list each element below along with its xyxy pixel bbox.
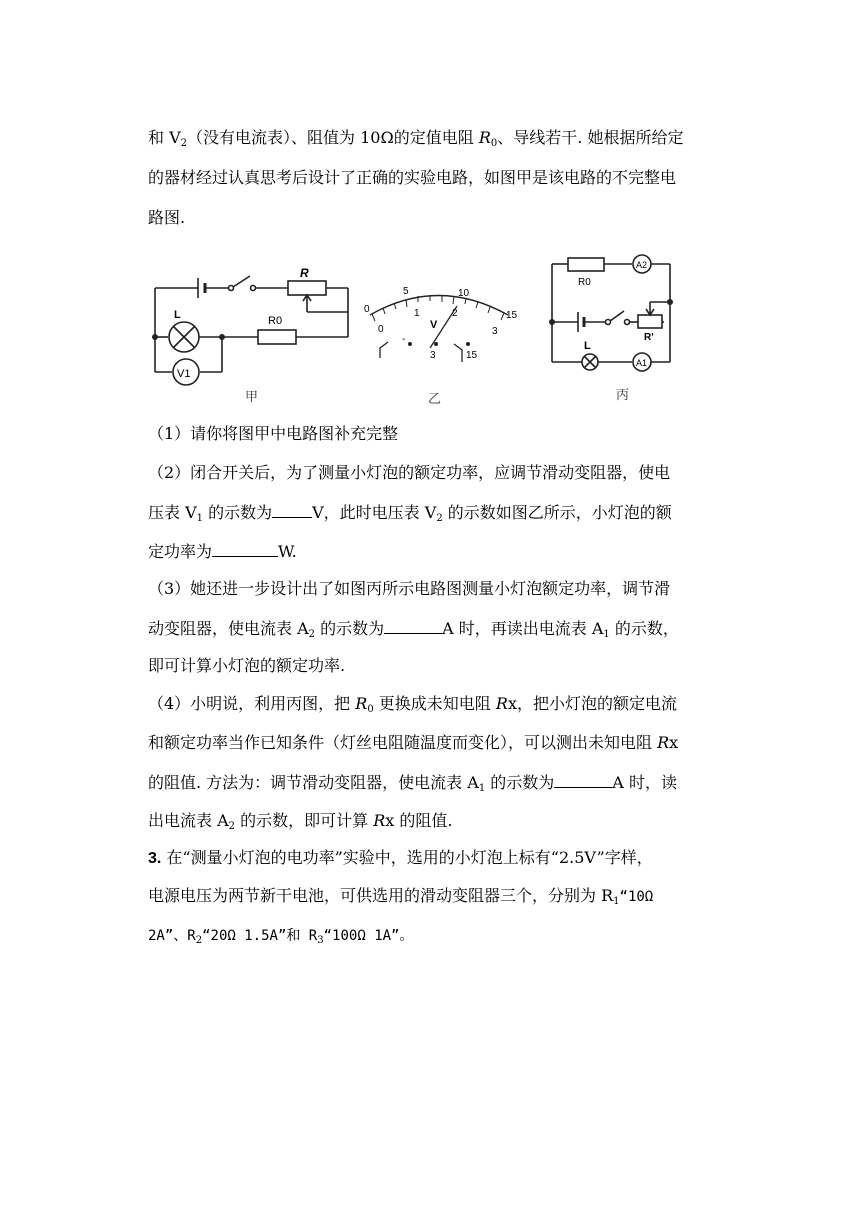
subscript: 1 (478, 783, 486, 794)
label-r-prime: R' (644, 332, 654, 343)
problem-number: 3. (148, 850, 162, 867)
question-2-line-3 (148, 541, 297, 562)
subscript: 3 (317, 935, 324, 946)
text: x，把小灯泡的额定电流 (507, 694, 677, 713)
text: “10Ω (619, 889, 654, 905)
circuit-figure-bing (548, 254, 678, 374)
text: （2）闭合开关后，为了测量小灯泡的额定功率，应调节滑动变阻器，使电 (148, 463, 671, 482)
label-r: R (300, 266, 309, 280)
terminal-minus: - (402, 334, 406, 345)
problem-3-line-1 (148, 848, 653, 869)
text: 的示数为 (203, 503, 273, 522)
terminal-15: 15 (466, 350, 478, 361)
text: 和 V (148, 128, 181, 147)
variable: R (495, 694, 508, 713)
question-4-line-3 (148, 772, 677, 793)
text: （4）小明说，利用丙图，把 (148, 694, 356, 713)
subscript: 2 (308, 629, 316, 640)
scale-bottom-0: 0 (378, 324, 384, 335)
answer-blank-a2[interactable] (384, 618, 442, 634)
text: 即可计算小灯泡的额定功率. (148, 656, 346, 675)
circuit-figure-jia (150, 262, 355, 387)
text: 的阻值. 方法为：调节滑动变阻器，使电流表 A (148, 773, 479, 792)
intro-line-1 (148, 128, 683, 148)
caption-jia: 甲 (245, 390, 259, 405)
subscript: 1 (603, 629, 610, 640)
scale-top-10: 10 (458, 288, 470, 299)
text: x (669, 733, 679, 752)
subscript: 2 (228, 821, 236, 832)
text: 的示数为 (485, 773, 555, 792)
text: “100Ω 1A”。 (323, 928, 414, 944)
text: A 时，读 (612, 773, 677, 792)
text: V，此时电压表 V (312, 503, 437, 522)
subscript: 0 (490, 138, 498, 149)
text: 压表 V (148, 503, 197, 522)
text: 、导线若干. 她根据所给定 (497, 128, 684, 147)
terminal-3: 3 (430, 350, 436, 361)
scale-top-0: 0 (364, 304, 370, 315)
variable: R (478, 128, 491, 147)
text: A 时，再读出电流表 A (442, 619, 604, 638)
text: 出电流表 A (148, 811, 229, 830)
scale-bottom-2: 2 (452, 308, 458, 319)
caption-bing: 丙 (616, 388, 630, 403)
text: 在“测量小灯泡的电功率”实验中，选用的小灯泡上标有“2.5V”字样， (161, 848, 653, 867)
variable: R (657, 733, 670, 752)
text: 路图. (148, 208, 186, 227)
text: （没有电流表）、阻值为 10Ω的定值电阻 (187, 128, 479, 147)
voltmeter-dial-figure-yi (358, 278, 523, 368)
text: （1）请你将图甲中电路图补充完整 (148, 424, 399, 443)
answer-blank-v1[interactable] (272, 502, 312, 518)
question-1 (148, 424, 398, 444)
question-4-line-1 (148, 694, 677, 714)
text: 的器材经过认真思考后设计了正确的实验电路，如图甲是该电路的不完整电 (148, 168, 677, 187)
intro-line-3 (148, 208, 185, 228)
dial-unit-v: V (430, 319, 438, 331)
variable: R (373, 811, 386, 830)
label-l: L (584, 340, 591, 352)
answer-blank-power[interactable] (212, 541, 278, 557)
text: 2A”、R (148, 928, 196, 944)
label-a1: A1 (636, 358, 648, 368)
label-r0: R0 (578, 277, 591, 288)
scale-bottom-1: 1 (414, 308, 420, 319)
caption-yi: 乙 (428, 392, 442, 407)
text: 电源电压为两节新干电池，可供选用的滑动变阻器三个，分别为 R (148, 886, 614, 905)
label-r0: R0 (268, 315, 283, 327)
text: “20Ω 1.5A”和 R (202, 928, 318, 944)
scale-top-5: 5 (403, 286, 409, 297)
question-4-line-4 (148, 811, 452, 831)
question-3-line-3 (148, 656, 345, 676)
text: 更换成未知电阻 (373, 694, 496, 713)
question-4-line-2 (148, 733, 678, 753)
text: 的示数， (609, 619, 679, 638)
intro-line-2 (148, 168, 676, 188)
text: 的示数，即可计算 (235, 811, 374, 830)
question-3-line-1 (148, 579, 670, 599)
subscript: 2 (195, 935, 203, 946)
label-l: L (174, 309, 181, 321)
problem-3-line-2 (148, 886, 653, 907)
text: 的示数如图乙所示，小灯泡的额 (442, 503, 672, 522)
scale-bottom-3: 3 (492, 326, 498, 337)
label-a2: A2 (636, 260, 648, 270)
subscript: 2 (180, 138, 188, 149)
variable: R (355, 694, 368, 713)
text: 定功率为 (148, 542, 213, 561)
problem-3-line-3 (148, 925, 413, 946)
subscript: 1 (196, 513, 204, 524)
answer-blank-a1[interactable] (554, 772, 612, 788)
subscript: 0 (367, 704, 374, 715)
text: 的示数为 (315, 619, 385, 638)
question-2-line-2 (148, 502, 672, 523)
text: 和额定功率当作已知条件（灯丝电阻随温度而变化），可以测出未知电阻 (148, 733, 658, 752)
text: 动变阻器，使电流表 A (148, 619, 309, 638)
question-3-line-2 (148, 618, 679, 639)
label-v1: V1 (177, 368, 191, 380)
text: x 的阻值. (385, 811, 453, 830)
text: （3）她还进一步设计出了如图丙所示电路图测量小灯泡额定功率，调节滑 (148, 579, 671, 598)
subscript: 2 (436, 513, 443, 524)
scale-top-15: 15 (506, 310, 518, 321)
text: W. (278, 542, 297, 561)
subscript: 1 (613, 896, 620, 907)
question-2-line-1 (148, 463, 670, 483)
